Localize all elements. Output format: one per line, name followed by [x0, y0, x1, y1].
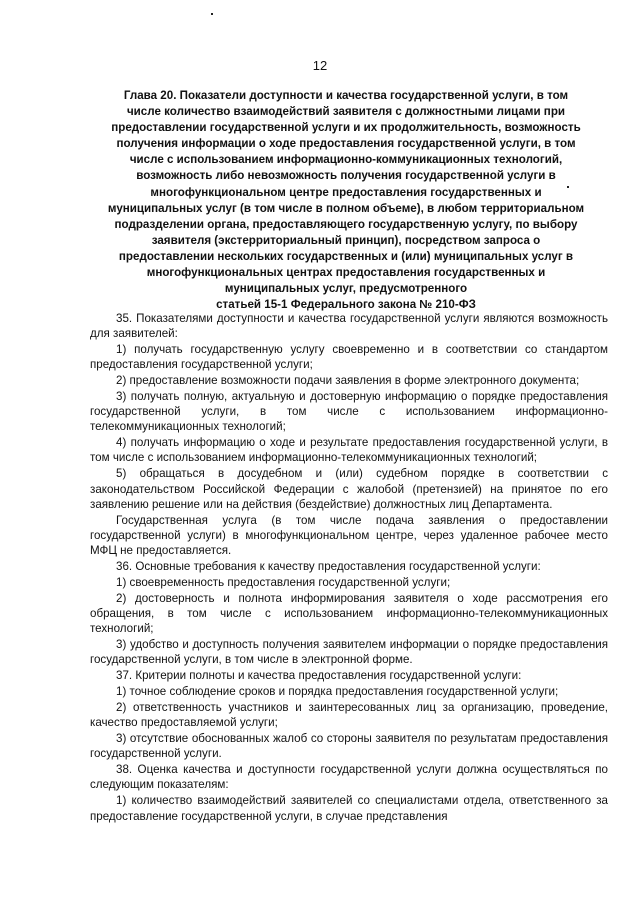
- heading-line: числе количество взаимодействий заявителя с должностными лицами при: [126, 105, 566, 119]
- paragraph: 4) получать информацию о ходе и результате предоставления государственной услуги, в том числе с использованием информационно-телекоммуникационных технологий;: [90, 436, 608, 465]
- heading-line: многофункциональных центрах предоставления государственных и: [146, 266, 546, 280]
- paragraph: 2) ответственность участников и заинтересованных лиц за организацию, проведение, качество предоставляемой услуги;: [90, 701, 608, 730]
- chapter-heading: [84, 88, 608, 313]
- paragraph: 5) обращаться в досудебном и (или) судебном порядке в соответствии с законодательством Российской Федерации с жалобой (претензией) на принятое по его заявлению решение или на действия (бездействие) должностных лиц Департамента.: [90, 467, 608, 511]
- paragraph: Государственная услуга (в том числе подача заявления о предоставлении государственной услуги) в многофункциональном центре, через удаленное рабочее место МФЦ не предоставляется.: [90, 513, 608, 557]
- heading-line: числе с использованием информационно-коммуникационных технологий,: [129, 153, 563, 167]
- paragraph: 3) удобство и доступность получения заявителем информации о порядке предоставления государственной услуги, в том числе в электронной форме.: [90, 637, 608, 667]
- heading-line: подразделении органа, предоставляющего государственную услугу, по выбору: [114, 217, 578, 231]
- heading-line: заявителя (экстерриториальный принцип), посредством запроса о: [151, 233, 541, 247]
- scan-speck: [211, 13, 213, 15]
- paragraph: 3) отсутствие обоснованных жалоб со стороны заявителя по результатам предоставления государственной услуги.: [90, 732, 608, 761]
- document-body: [90, 311, 608, 825]
- paragraph: 38. Оценка качества и доступности государственной услуги должна осуществляться по следующим показателям:: [90, 763, 608, 792]
- heading-line: предоставлении государственной услуги и их продолжительность, возможность: [111, 121, 581, 135]
- paragraph: 1) получать государственную услугу своевременно и в соответствии со стандартом предоставления государственной услуги;: [90, 343, 608, 372]
- paragraph: 1) количество взаимодействий заявителей со специалистами отдела, ответственного за предоставление государственной услуги, в случае представления: [90, 794, 608, 823]
- paragraph: 1) точное соблюдение сроков и порядка предоставления государственной услуги;: [116, 685, 559, 699]
- paragraph: 36. Основные требования к качеству предоставления государственной услуги:: [116, 559, 541, 573]
- paragraph: 37. Критерии полноты и качества предоставления государственной услуги:: [116, 669, 522, 683]
- scan-speck: [567, 186, 569, 188]
- heading-line: Глава 20. Показатели доступности и качества государственной услуги, в том: [123, 89, 569, 102]
- heading-line: многофункциональном центре предоставления государственных и: [150, 185, 542, 199]
- heading-line: получения информации о ходе предоставления государственной услуги, в том: [116, 137, 576, 151]
- heading-line: статьей 15-1 Федерального закона № 210-ФЗ: [216, 298, 476, 312]
- paragraph: 2) достоверность и полнота информирования заявителя о ходе рассмотрения его обращения, в том числе с использованием информационно-телекоммуникационных технологий;: [90, 591, 608, 635]
- heading-line: возможность либо невозможность получения государственной услуги в: [136, 169, 556, 183]
- paragraph: 3) получать полную, актуальную и достоверную информацию о порядке предоставления государственной услуги, в том числе с использованием информационно-телекоммуникационных технологий;: [90, 390, 608, 434]
- heading-line: предоставлении нескольких государственных и (или) муниципальных услуг в: [118, 249, 574, 263]
- heading-line: муниципальных услуг (в том числе в полном объеме), в любом территориальном: [107, 201, 585, 215]
- paragraph: 35. Показателями доступности и качества государственной услуги являются возможность для заявителей:: [90, 312, 608, 341]
- paragraph: 1) своевременность предоставления государственной услуги;: [116, 575, 451, 589]
- paragraph: 2) предоставление возможности подачи заявления в форме электронного документа;: [116, 374, 580, 388]
- heading-line: муниципальных услуг, предусмотренного: [224, 282, 468, 296]
- page-number: 12: [312, 58, 328, 73]
